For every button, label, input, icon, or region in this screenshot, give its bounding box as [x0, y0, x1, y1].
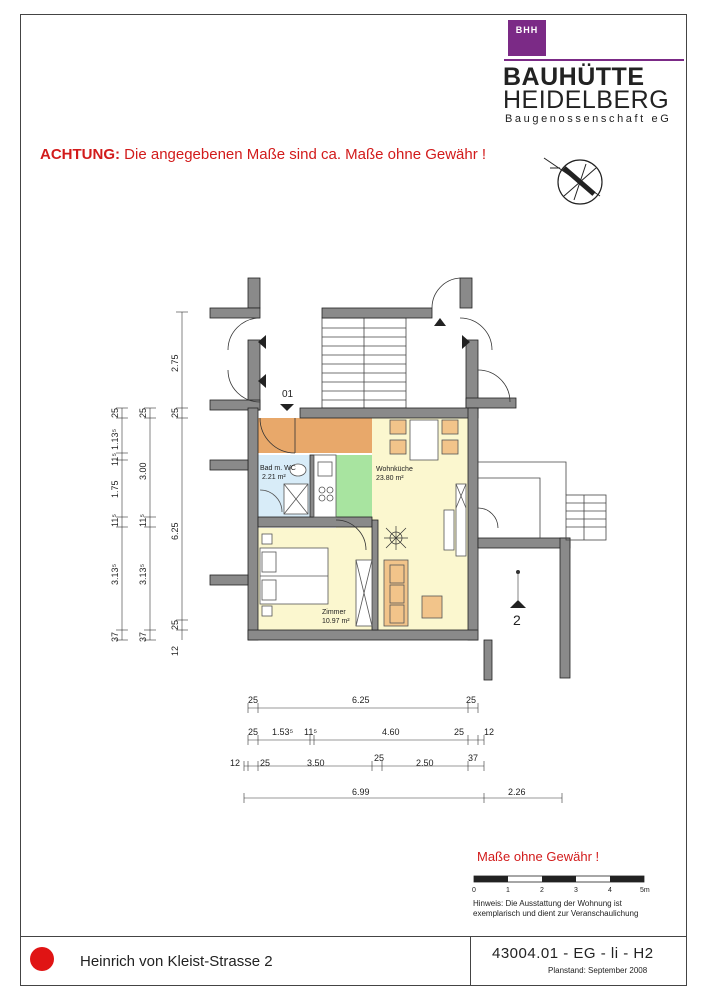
dim-b3-3-50: 3.50 — [307, 758, 325, 768]
entrance-label: 2 — [513, 612, 521, 628]
dimension-disclaimer: Maße ohne Gewähr ! — [477, 849, 600, 864]
dim-b3-25b: 25 — [374, 753, 385, 763]
dim-11-5-a: 11⁵ — [110, 452, 120, 466]
dim-b3-2-50: 2.50 — [416, 758, 434, 768]
footer-divider — [20, 936, 687, 937]
left-dimension-texts — [110, 354, 180, 656]
dim-b2-25a: 25 — [248, 727, 259, 737]
dim-b2-12: 12 — [484, 727, 495, 737]
dim-b3-37: 37 — [468, 753, 479, 763]
scale-tick-0: 0 — [472, 887, 476, 894]
footer-vertical-divider — [470, 936, 471, 986]
warning-label: ACHTUNG: — [40, 146, 120, 163]
dim-37-mid: 37 — [138, 631, 148, 642]
dim-3-13-mid: 3.13⁵ — [138, 563, 148, 585]
furnishing-hint — [473, 899, 673, 919]
dim-b3-25a: 25 — [260, 758, 271, 768]
hint-line-2: exemplarisch und dient zur Veranschaulichung — [473, 909, 639, 918]
dim-3-00: 3.00 — [138, 462, 148, 480]
dining-table — [390, 420, 458, 460]
plan-date: Planstand: September 2008 — [548, 966, 648, 975]
wardrobe — [356, 560, 372, 626]
dim-25-left: 25 — [110, 407, 120, 418]
dim-b2-4-60: 4.60 — [382, 727, 400, 737]
door-label: 01 — [282, 389, 294, 400]
dim-6-25: 6.25 — [170, 522, 180, 540]
dim-25-right: 25 — [170, 407, 180, 418]
brand-name-line1: BAUHÜTTE — [503, 63, 645, 91]
dim-1-13: 1.13⁵ — [110, 428, 120, 450]
zimmer-area-label: 10.97 m² — [322, 618, 350, 625]
scale-tick-4: 4 — [608, 887, 612, 894]
dim-3-13-left: 3.13⁵ — [110, 563, 120, 585]
dim-12-left: 12 — [170, 645, 180, 656]
dim-b2-25b: 25 — [454, 727, 465, 737]
bhh-logo-badge: BHH — [508, 20, 546, 56]
scale-tick-2: 2 — [540, 887, 544, 894]
address: Heinrich von Kleist-Strasse 2 — [80, 953, 273, 970]
staircase-lower — [478, 462, 606, 640]
dim-b4-2-26: 2.26 — [508, 787, 526, 797]
bottom-dimension-texts — [230, 695, 526, 797]
wohnkueche-area-label: 23.80 m² — [376, 475, 404, 482]
kueche-area — [336, 455, 372, 520]
dim-b1-25b: 25 — [466, 695, 477, 705]
hint-line-1: Hinweis: Die Ausstattung der Wohnung ist — [473, 899, 622, 908]
dim-b2-11-5: 11⁵ — [304, 727, 318, 737]
flur-area — [258, 418, 372, 453]
dim-11-5-b: 11⁵ — [110, 513, 120, 527]
warning-message: Die angegebenen Maße sind ca. Maße ohne Gewähr ! — [124, 146, 487, 163]
zimmer-name: Zimmer — [322, 609, 346, 616]
location-dot-icon — [30, 947, 54, 971]
staircase-upper — [322, 318, 406, 408]
dim-b2-1-53: 1.53⁵ — [272, 727, 294, 737]
kitchen-counter — [314, 455, 336, 517]
brand-name-line2: HEIDELBERG — [503, 86, 670, 114]
brand-subtitle: Baugenossenschaft eG — [505, 113, 672, 125]
bad-area-label: 2.21 m² — [262, 474, 286, 481]
dim-b4-6-99: 6.99 — [352, 787, 370, 797]
plan-number: 43004.01 - EG - li - H2 — [492, 945, 654, 962]
dim-37-left: 37 — [110, 631, 120, 642]
scale-tick-3: 3 — [574, 887, 578, 894]
dim-b1-25a: 25 — [248, 695, 259, 705]
scale-tick-1: 1 — [506, 887, 510, 894]
dim-b3-12: 12 — [230, 758, 241, 768]
dim-25-mid: 25 — [138, 407, 148, 418]
scale-tick-5: 5m — [640, 887, 650, 894]
bad-name: Bad m. WC — [260, 465, 296, 472]
dim-2-75: 2.75 — [170, 354, 180, 372]
wohnkueche-name: Wohnküche — [376, 466, 413, 473]
plant-icon — [384, 526, 408, 550]
dim-1-75: 1.75 — [110, 480, 120, 498]
dim-b1-6-25: 6.25 — [352, 695, 370, 705]
scale-bar — [474, 876, 644, 882]
dim-25-bottom: 25 — [170, 619, 180, 630]
dim-11-5-mid: 11⁵ — [138, 513, 148, 527]
scale-ticks — [472, 887, 650, 894]
